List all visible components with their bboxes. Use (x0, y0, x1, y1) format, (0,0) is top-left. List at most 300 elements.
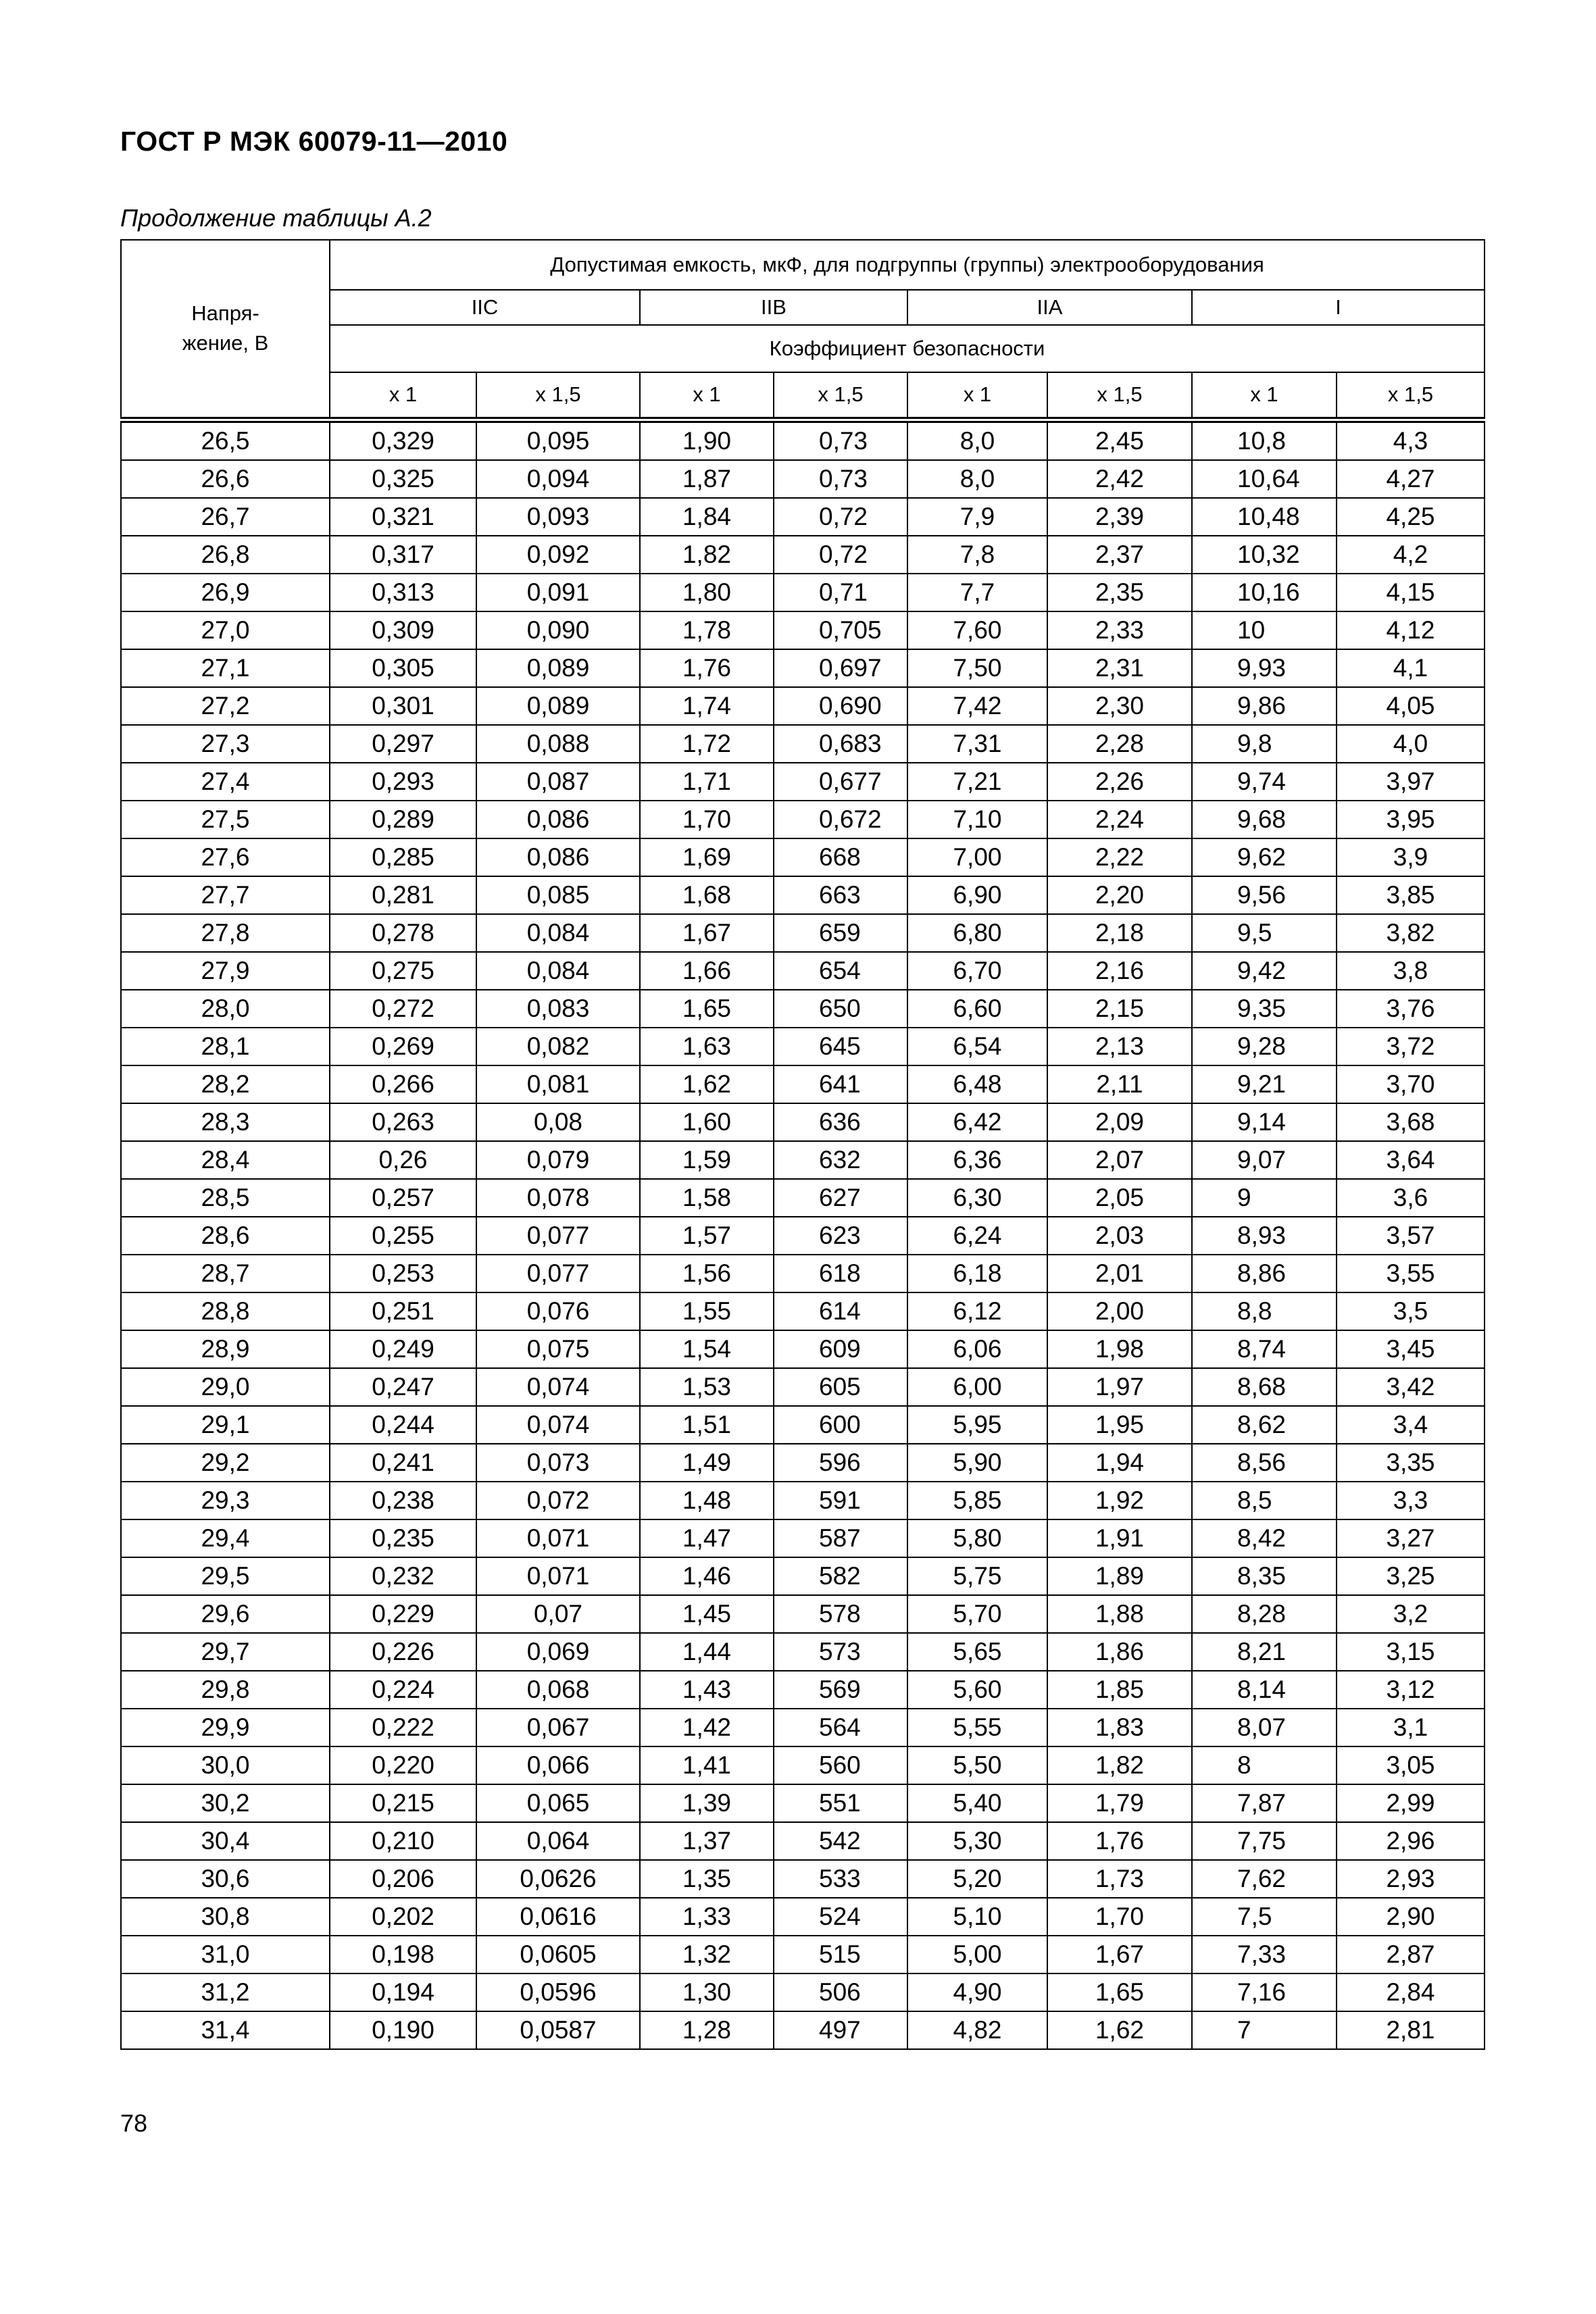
table-row (121, 1595, 1485, 1633)
capacitance-cell: 5,55 (907, 1709, 1047, 1746)
factor-header: х 1,5 (1337, 372, 1485, 420)
capacitance-cell: 0,705 (774, 611, 907, 649)
capacitance-cell: 1,46 (640, 1557, 774, 1595)
page-number: 78 (120, 2109, 148, 2137)
capacitance-cell: 0,26 (330, 1141, 476, 1179)
capacitance-cell: 650 (774, 990, 907, 1028)
voltage-cell: 31,0 (121, 1936, 330, 1973)
capacitance-cell: 0,07 (476, 1595, 640, 1633)
table-row (121, 1973, 1485, 2011)
capacitance-cell: 5,10 (907, 1898, 1047, 1936)
voltage-cell: 27,9 (121, 952, 330, 990)
capacitance-cell: 0,091 (476, 574, 640, 611)
capacitance-cell: 0,238 (330, 1482, 476, 1519)
voltage-cell: 27,1 (121, 649, 330, 687)
capacitance-cell: 5,40 (907, 1784, 1047, 1822)
voltage-cell: 29,3 (121, 1482, 330, 1519)
capacitance-cell: 5,95 (907, 1406, 1047, 1444)
capacitance-cell: 1,42 (640, 1709, 774, 1746)
capacitance-cell: 10,48 (1192, 498, 1337, 536)
capacitance-cell: 0,089 (476, 687, 640, 725)
capacitance-cell: 10,8 (1192, 420, 1337, 460)
capacitance-cell: 2,87 (1337, 1936, 1485, 1973)
capacitance-cell: 8,21 (1192, 1633, 1337, 1671)
capacitance-cell: 9,93 (1192, 649, 1337, 687)
capacitance-cell: 0,194 (330, 1973, 476, 2011)
capacitance-cell: 0,297 (330, 725, 476, 763)
voltage-cell: 29,5 (121, 1557, 330, 1595)
capacitance-cell: 1,78 (640, 611, 774, 649)
capacitance-cell: 1,62 (640, 1065, 774, 1103)
capacitance-cell: 2,96 (1337, 1822, 1485, 1860)
capacitance-cell: 1,45 (640, 1595, 774, 1633)
capacitance-cell: 1,53 (640, 1368, 774, 1406)
capacitance-cell: 6,80 (907, 914, 1047, 952)
capacitance-cell: 5,00 (907, 1936, 1047, 1973)
table-row (121, 1709, 1485, 1746)
capacitance-cell: 6,12 (907, 1292, 1047, 1330)
capacitance-cell: 0,206 (330, 1860, 476, 1898)
capacitance-cell: 1,69 (640, 838, 774, 876)
capacitance-cell: 0,066 (476, 1746, 640, 1784)
capacitance-cell: 0,082 (476, 1028, 640, 1065)
capacitance-cell: 7,42 (907, 687, 1047, 725)
capacitance-cell: 5,20 (907, 1860, 1047, 1898)
capacitance-cell: 0,0587 (476, 2011, 640, 2049)
capacitance-cell: 1,55 (640, 1292, 774, 1330)
voltage-cell: 27,5 (121, 801, 330, 838)
capacitance-cell: 8,14 (1192, 1671, 1337, 1709)
voltage-cell: 28,3 (121, 1103, 330, 1141)
capacitance-cell: 9,07 (1192, 1141, 1337, 1179)
capacitance-cell: 0,077 (476, 1255, 640, 1292)
capacitance-cell: 0,266 (330, 1065, 476, 1103)
voltage-cell: 28,5 (121, 1179, 330, 1217)
capacitance-cell: 0,285 (330, 838, 476, 876)
capacitance-cell: 9,14 (1192, 1103, 1337, 1141)
factor-header: х 1 (330, 372, 476, 420)
capacitance-cell: 9,5 (1192, 914, 1337, 952)
capacitance-cell: 0,083 (476, 990, 640, 1028)
capacitance-cell: 1,59 (640, 1141, 774, 1179)
capacitance-cell: 654 (774, 952, 907, 990)
capacitance-cell: 2,16 (1047, 952, 1192, 990)
capacitance-cell: 569 (774, 1671, 907, 1709)
table-row (121, 1141, 1485, 1179)
capacitance-cell: 6,54 (907, 1028, 1047, 1065)
capacitance-cell: 5,75 (907, 1557, 1047, 1595)
capacitance-cell: 1,82 (1047, 1746, 1192, 1784)
capacitance-cell: 0,095 (476, 420, 640, 460)
capacitance-cell: 3,42 (1337, 1368, 1485, 1406)
capacitance-cell: 3,82 (1337, 914, 1485, 952)
table-row (121, 2011, 1485, 2049)
voltage-cell: 26,9 (121, 574, 330, 611)
capacitance-cell: 0,229 (330, 1595, 476, 1633)
capacitance-cell: 6,18 (907, 1255, 1047, 1292)
capacitance-cell: 7,16 (1192, 1973, 1337, 2011)
capacitance-cell: 6,00 (907, 1368, 1047, 1406)
capacitance-cell: 591 (774, 1482, 907, 1519)
capacitance-cell: 506 (774, 1973, 907, 2011)
capacitance-cell: 1,60 (640, 1103, 774, 1141)
capacitance-cell: 1,32 (640, 1936, 774, 1973)
capacitance-cell: 614 (774, 1292, 907, 1330)
capacitance-cell: 2,15 (1047, 990, 1192, 1028)
capacitance-cell: 0,0616 (476, 1898, 640, 1936)
capacitance-cell: 0,072 (476, 1482, 640, 1519)
voltage-cell: 27,7 (121, 876, 330, 914)
capacitance-cell: 2,33 (1047, 611, 1192, 649)
table-row (121, 649, 1485, 687)
capacitance-cell: 7,62 (1192, 1860, 1337, 1898)
table-row (121, 1822, 1485, 1860)
capacitance-cell: 3,72 (1337, 1028, 1485, 1065)
capacitance-cell: 5,70 (907, 1595, 1047, 1633)
capacitance-cell: 3,85 (1337, 876, 1485, 914)
capacitance-header: Допустимая емкость, мкФ, для подгруппы (группы) электрооборудования (330, 240, 1485, 290)
capacitance-cell: 0,321 (330, 498, 476, 536)
capacitance-cell: 0,235 (330, 1519, 476, 1557)
voltage-cell: 27,8 (121, 914, 330, 952)
capacitance-cell: 641 (774, 1065, 907, 1103)
capacitance-cell: 0,249 (330, 1330, 476, 1368)
capacitance-cell: 1,88 (1047, 1595, 1192, 1633)
capacitance-cell: 2,30 (1047, 687, 1192, 725)
capacitance-cell: 10,16 (1192, 574, 1337, 611)
voltage-cell: 28,1 (121, 1028, 330, 1065)
voltage-cell: 30,8 (121, 1898, 330, 1936)
group-header-iib: IIB (640, 290, 907, 325)
capacitance-cell: 2,11 (1047, 1065, 1192, 1103)
capacitance-cell: 9 (1192, 1179, 1337, 1217)
capacitance-cell: 7,33 (1192, 1936, 1337, 1973)
capacitance-cell: 524 (774, 1898, 907, 1936)
capacitance-cell: 7,21 (907, 763, 1047, 801)
capacitance-cell: 578 (774, 1595, 907, 1633)
capacitance-cell: 0,72 (774, 498, 907, 536)
table-row (121, 952, 1485, 990)
capacitance-cell: 3,70 (1337, 1065, 1485, 1103)
capacitance-cell: 551 (774, 1784, 907, 1822)
capacitance-cell: 8,8 (1192, 1292, 1337, 1330)
capacitance-cell: 542 (774, 1822, 907, 1860)
capacitance-cell: 0,08 (476, 1103, 640, 1141)
capacitance-cell: 7,7 (907, 574, 1047, 611)
capacitance-cell: 0,064 (476, 1822, 640, 1860)
capacitance-cell: 0,677 (774, 763, 907, 801)
capacitance-cell: 0,069 (476, 1633, 640, 1671)
capacitance-cell: 1,76 (640, 649, 774, 687)
capacitance-cell: 5,65 (907, 1633, 1047, 1671)
table-row (121, 1028, 1485, 1065)
capacitance-cell: 2,22 (1047, 838, 1192, 876)
voltage-cell: 27,4 (121, 763, 330, 801)
capacitance-cell: 0,309 (330, 611, 476, 649)
table-row (121, 1784, 1485, 1822)
capacitance-cell: 2,37 (1047, 536, 1192, 574)
capacitance-cell: 2,84 (1337, 1973, 1485, 2011)
capacitance-cell: 3,76 (1337, 990, 1485, 1028)
capacitance-cell: 0,289 (330, 801, 476, 838)
capacitance-cell: 0,090 (476, 611, 640, 649)
table-row (121, 1860, 1485, 1898)
capacitance-cell: 596 (774, 1444, 907, 1482)
capacitance-cell: 0,255 (330, 1217, 476, 1255)
table-row (121, 1330, 1485, 1368)
capacitance-cell: 9,86 (1192, 687, 1337, 725)
capacitance-cell: 618 (774, 1255, 907, 1292)
capacitance-cell: 2,13 (1047, 1028, 1192, 1065)
capacitance-cell: 1,89 (1047, 1557, 1192, 1595)
capacitance-cell: 2,42 (1047, 460, 1192, 498)
capacitance-cell: 8,5 (1192, 1482, 1337, 1519)
capacitance-cell: 10,64 (1192, 460, 1337, 498)
capacitance-cell: 0,076 (476, 1292, 640, 1330)
capacitance-cell: 1,43 (640, 1671, 774, 1709)
voltage-cell: 27,6 (121, 838, 330, 876)
capacitance-cell: 3,12 (1337, 1671, 1485, 1709)
factor-header: х 1 (1192, 372, 1337, 420)
capacitance-cell: 9,8 (1192, 725, 1337, 763)
table-row (121, 1936, 1485, 1973)
group-header-iia: IIA (907, 290, 1192, 325)
capacitance-cell: 1,30 (640, 1973, 774, 2011)
capacitance-cell: 7,9 (907, 498, 1047, 536)
capacitance-cell: 2,35 (1047, 574, 1192, 611)
voltage-cell: 26,8 (121, 536, 330, 574)
capacitance-cell: 1,95 (1047, 1406, 1192, 1444)
voltage-cell: 26,5 (121, 420, 330, 460)
capacitance-cell: 0,088 (476, 725, 640, 763)
capacitance-cell: 0,253 (330, 1255, 476, 1292)
capacitance-cell: 6,24 (907, 1217, 1047, 1255)
table-row (121, 1671, 1485, 1709)
capacitance-cell: 9,68 (1192, 801, 1337, 838)
capacitance-cell: 2,00 (1047, 1292, 1192, 1330)
capacitance-cell: 1,91 (1047, 1519, 1192, 1557)
capacitance-cell: 636 (774, 1103, 907, 1141)
capacitance-cell: 3,1 (1337, 1709, 1485, 1746)
voltage-cell: 29,8 (121, 1671, 330, 1709)
capacitance-cell: 1,83 (1047, 1709, 1192, 1746)
table-row (121, 1103, 1485, 1141)
voltage-cell: 29,2 (121, 1444, 330, 1482)
table-row (121, 536, 1485, 574)
voltage-cell: 26,7 (121, 498, 330, 536)
table-row (121, 763, 1485, 801)
capacitance-cell: 1,94 (1047, 1444, 1192, 1482)
capacitance-cell: 7,50 (907, 649, 1047, 687)
capacitance-cell: 0,074 (476, 1368, 640, 1406)
table-row (121, 420, 1485, 460)
capacitance-cell: 8,42 (1192, 1519, 1337, 1557)
capacitance-cell: 8,68 (1192, 1368, 1337, 1406)
capacitance-cell: 564 (774, 1709, 907, 1746)
table-row (121, 460, 1485, 498)
capacitance-cell: 659 (774, 914, 907, 952)
capacitance-cell: 9,21 (1192, 1065, 1337, 1103)
capacitance-cell: 0,325 (330, 460, 476, 498)
capacitance-cell: 3,3 (1337, 1482, 1485, 1519)
capacitance-cell: 1,65 (640, 990, 774, 1028)
capacitance-cell: 2,24 (1047, 801, 1192, 838)
capacitance-cell: 1,57 (640, 1217, 774, 1255)
capacitance-cell: 0,257 (330, 1179, 476, 1217)
capacitance-cell: 1,82 (640, 536, 774, 574)
capacitance-cell: 0,0605 (476, 1936, 640, 1973)
capacitance-cell: 0,077 (476, 1217, 640, 1255)
table-row (121, 1255, 1485, 1292)
capacitance-cell: 1,90 (640, 420, 774, 460)
voltage-cell: 30,0 (121, 1746, 330, 1784)
capacitance-cell: 3,95 (1337, 801, 1485, 838)
table-row (121, 725, 1485, 763)
capacitance-cell: 1,70 (1047, 1898, 1192, 1936)
capacitance-cell: 0,075 (476, 1330, 640, 1368)
capacitance-cell: 7,00 (907, 838, 1047, 876)
capacitance-cell: 9,56 (1192, 876, 1337, 914)
voltage-cell: 28,4 (121, 1141, 330, 1179)
capacitance-cell: 4,90 (907, 1973, 1047, 2011)
capacitance-cell: 2,99 (1337, 1784, 1485, 1822)
table-row (121, 498, 1485, 536)
capacitance-cell: 0,278 (330, 914, 476, 952)
capacitance-cell: 5,50 (907, 1746, 1047, 1784)
capacitance-cell: 573 (774, 1633, 907, 1671)
capacitance-cell: 0,683 (774, 725, 907, 763)
capacitance-cell: 0,087 (476, 763, 640, 801)
safety-factor-header: Коэффициент безопасности (330, 325, 1485, 372)
capacitance-cell: 9,42 (1192, 952, 1337, 990)
capacitance-cell: 0,215 (330, 1784, 476, 1822)
table-row (121, 1217, 1485, 1255)
capacitance-cell: 668 (774, 838, 907, 876)
capacitance-cell: 1,44 (640, 1633, 774, 1671)
capacitance-cell: 1,72 (640, 725, 774, 763)
voltage-cell: 27,0 (121, 611, 330, 649)
capacitance-cell: 2,07 (1047, 1141, 1192, 1179)
capacitance-cell: 1,66 (640, 952, 774, 990)
factor-header: х 1 (640, 372, 774, 420)
capacitance-cell: 3,8 (1337, 952, 1485, 990)
table-row (121, 1065, 1485, 1103)
capacitance-cell: 0,084 (476, 914, 640, 952)
capacitance-cell: 0,251 (330, 1292, 476, 1330)
capacitance-cell: 5,60 (907, 1671, 1047, 1709)
capacitance-cell: 7,10 (907, 801, 1047, 838)
voltage-cell: 29,9 (121, 1709, 330, 1746)
capacitance-cell: 0,074 (476, 1406, 640, 1444)
voltage-cell: 28,7 (121, 1255, 330, 1292)
capacitance-cell: 0,202 (330, 1898, 476, 1936)
capacitance-cell: 0,247 (330, 1368, 476, 1406)
capacitance-cell: 7,60 (907, 611, 1047, 649)
capacitance-cell: 5,90 (907, 1444, 1047, 1482)
capacitance-cell: 0,317 (330, 536, 476, 574)
capacitance-cell: 3,64 (1337, 1141, 1485, 1179)
capacitance-cell: 4,3 (1337, 420, 1485, 460)
capacitance-cell: 6,70 (907, 952, 1047, 990)
voltage-cell: 29,4 (121, 1519, 330, 1557)
table-caption: Продолжение таблицы А.2 (120, 204, 432, 232)
voltage-cell: 28,2 (121, 1065, 330, 1103)
capacitance-cell: 0,222 (330, 1709, 476, 1746)
capacitance-cell: 8,0 (907, 420, 1047, 460)
capacitance-cell: 0,690 (774, 687, 907, 725)
table-row (121, 1557, 1485, 1595)
capacitance-cell: 8 (1192, 1746, 1337, 1784)
capacitance-cell: 4,27 (1337, 460, 1485, 498)
capacitance-cell: 8,35 (1192, 1557, 1337, 1595)
capacitance-table (120, 239, 1485, 2050)
capacitance-cell: 1,35 (640, 1860, 774, 1898)
capacitance-cell: 0,067 (476, 1709, 640, 1746)
capacitance-cell: 1,62 (1047, 2011, 1192, 2049)
capacitance-cell: 3,4 (1337, 1406, 1485, 1444)
voltage-cell: 28,9 (121, 1330, 330, 1368)
capacitance-cell: 10 (1192, 611, 1337, 649)
capacitance-cell: 1,98 (1047, 1330, 1192, 1368)
capacitance-cell: 5,30 (907, 1822, 1047, 1860)
capacitance-cell: 3,35 (1337, 1444, 1485, 1482)
voltage-cell: 29,0 (121, 1368, 330, 1406)
group-header-i: I (1192, 290, 1485, 325)
capacitance-cell: 1,87 (640, 460, 774, 498)
capacitance-cell: 1,58 (640, 1179, 774, 1217)
capacitance-cell: 1,51 (640, 1406, 774, 1444)
capacitance-cell: 0,305 (330, 649, 476, 687)
capacitance-cell: 8,93 (1192, 1217, 1337, 1255)
capacitance-cell: 605 (774, 1368, 907, 1406)
capacitance-cell: 0,269 (330, 1028, 476, 1065)
capacitance-cell: 3,27 (1337, 1519, 1485, 1557)
factor-header: х 1 (907, 372, 1047, 420)
capacitance-cell: 1,67 (1047, 1936, 1192, 1973)
capacitance-cell: 4,25 (1337, 498, 1485, 536)
capacitance-cell: 0,272 (330, 990, 476, 1028)
capacitance-cell: 9,62 (1192, 838, 1337, 876)
voltage-cell: 27,3 (121, 725, 330, 763)
capacitance-cell: 1,79 (1047, 1784, 1192, 1822)
capacitance-cell: 3,9 (1337, 838, 1485, 876)
capacitance-cell: 7,87 (1192, 1784, 1337, 1822)
voltage-cell: 31,4 (121, 2011, 330, 2049)
capacitance-cell: 0,220 (330, 1746, 476, 1784)
capacitance-cell: 8,0 (907, 460, 1047, 498)
capacitance-cell: 0,672 (774, 801, 907, 838)
capacitance-cell: 2,03 (1047, 1217, 1192, 1255)
capacitance-cell: 0,224 (330, 1671, 476, 1709)
capacitance-cell: 2,90 (1337, 1898, 1485, 1936)
capacitance-cell: 1,86 (1047, 1633, 1192, 1671)
capacitance-cell: 0,081 (476, 1065, 640, 1103)
capacitance-cell: 1,85 (1047, 1671, 1192, 1709)
factor-header: х 1,5 (774, 372, 907, 420)
capacitance-cell: 533 (774, 1860, 907, 1898)
capacitance-cell: 3,68 (1337, 1103, 1485, 1141)
capacitance-cell: 0,084 (476, 952, 640, 990)
capacitance-cell: 0,301 (330, 687, 476, 725)
capacitance-cell: 600 (774, 1406, 907, 1444)
capacitance-cell: 5,80 (907, 1519, 1047, 1557)
capacitance-cell: 0,086 (476, 838, 640, 876)
capacitance-cell: 609 (774, 1330, 907, 1368)
capacitance-cell: 2,18 (1047, 914, 1192, 952)
capacitance-cell: 0,071 (476, 1557, 640, 1595)
capacitance-cell: 0,697 (774, 649, 907, 687)
capacitance-cell: 0,0596 (476, 1973, 640, 2011)
